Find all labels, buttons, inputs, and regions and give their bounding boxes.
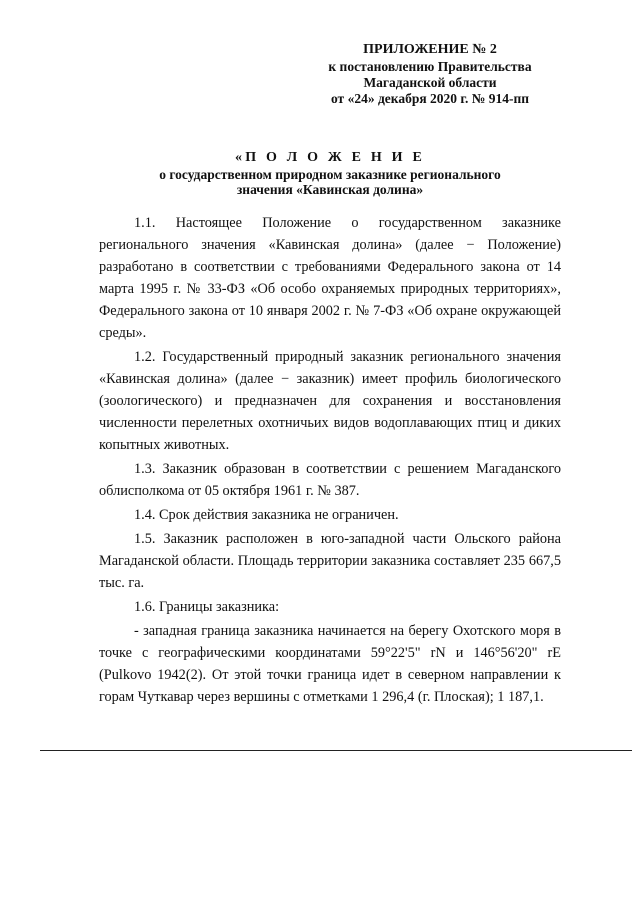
paragraph-1-4: 1.4. Срок действия заказника не ограничен. [134, 507, 399, 523]
heading-line-1: о государственном природном заказнике регионального [159, 167, 501, 182]
heading-title: «П О Л О Ж Е Н И Е [235, 150, 425, 165]
appendix-title: ПРИЛОЖЕНИЕ № 2 [363, 42, 497, 57]
appendix-line-1: к постановлению Правительства [328, 59, 532, 74]
appendix-line-3: от «24» декабря 2020 г. № 914-пп [330, 91, 529, 106]
paragraph-1-3: 1.3. Заказник образован в соответствии с решением Магаданского облисполкома от 05 октября 1961 г. № 387. [99, 461, 561, 499]
paragraph-1-5: 1.5. Заказник расположен в юго-западной части Ольского района Магаданской области. Площадь территории заказника составляет 235 667,5 тыс. га. [99, 531, 561, 591]
paragraph-1-6: 1.6. Границы заказника: [134, 599, 280, 615]
page-divider-line [40, 750, 632, 751]
paragraph-western-border: - западная граница заказника начинается на берегу Охотского моря в точке с географическими координатами 59°22'5" rN и 146°56'20" rE (Pulkovo 1942(2). От этой точки граница идет в северном направлении к горам Чуткавар через вершины с отметками 1 296,4 (г. Плоская); 1 187,1. [99, 623, 561, 705]
heading-line-2: значения «Кавинская долина» [236, 182, 424, 197]
document-body [99, 212, 561, 710]
appendix-line-2: Магаданской области [363, 75, 497, 90]
appendix-block [300, 42, 560, 107]
paragraph-1-1: 1.1. Настоящее Положение о государственном заказнике регионального значения «Кавинская долина» (далее − Положение) разработано в соответствии с требованиями Федерального закона от 14 марта 1995 г. № 33-ФЗ «Об особо охраняемых природных территориях», Федерального закона от 10 января 2002 г. № 7-ФЗ «Об охране окружающей среды». [99, 215, 561, 341]
document-heading [100, 150, 560, 197]
paragraph-1-2: 1.2. Государственный природный заказник регионального значения «Кавинская долина» (далее − заказник) имеет профиль биологического (зоологического) и предназначен для сохранения и восстановления численности перелетных охотничьих видов водоплавающих птиц и диких копытных животных. [99, 349, 561, 453]
